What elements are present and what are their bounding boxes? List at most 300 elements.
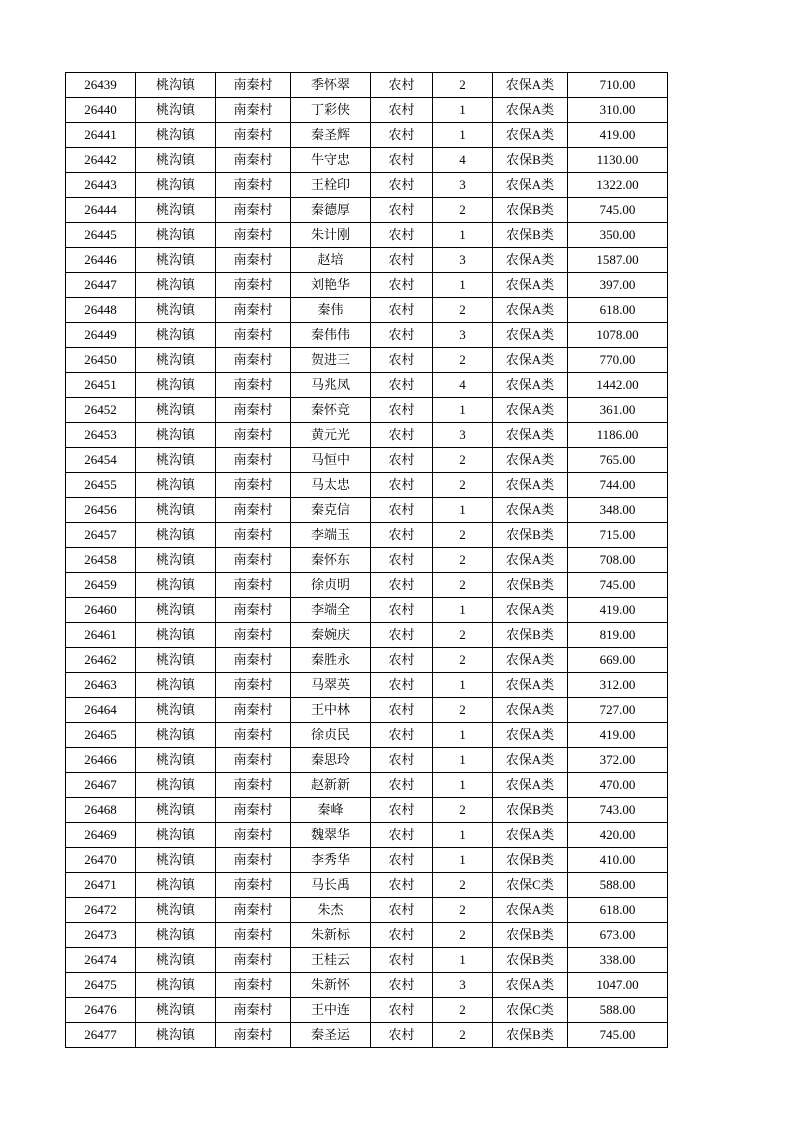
cell-name: 牛守忠 (291, 148, 371, 173)
cell-name: 马恒中 (291, 448, 371, 473)
table-row (66, 98, 668, 123)
cell-category: 农保A类 (493, 548, 568, 573)
table-row (66, 648, 668, 673)
cell-name: 李秀华 (291, 848, 371, 873)
cell-amount: 1442.00 (568, 373, 668, 398)
table-body (66, 73, 668, 1048)
cell-id: 26456 (66, 498, 136, 523)
cell-residence: 农村 (371, 148, 433, 173)
cell-village: 南秦村 (216, 848, 291, 873)
cell-town: 桃沟镇 (136, 248, 216, 273)
cell-town: 桃沟镇 (136, 1023, 216, 1048)
cell-count: 2 (433, 298, 493, 323)
cell-count: 1 (433, 223, 493, 248)
cell-name: 王中林 (291, 698, 371, 723)
cell-category: 农保B类 (493, 1023, 568, 1048)
cell-village: 南秦村 (216, 373, 291, 398)
cell-town: 桃沟镇 (136, 973, 216, 998)
cell-residence: 农村 (371, 248, 433, 273)
cell-residence: 农村 (371, 273, 433, 298)
cell-amount: 419.00 (568, 723, 668, 748)
cell-amount: 744.00 (568, 473, 668, 498)
cell-name: 秦胜永 (291, 648, 371, 673)
cell-amount: 588.00 (568, 998, 668, 1023)
table-row (66, 448, 668, 473)
cell-id: 26477 (66, 1023, 136, 1048)
cell-town: 桃沟镇 (136, 823, 216, 848)
cell-name: 秦伟 (291, 298, 371, 323)
cell-count: 2 (433, 873, 493, 898)
cell-village: 南秦村 (216, 398, 291, 423)
cell-village: 南秦村 (216, 773, 291, 798)
cell-amount: 1186.00 (568, 423, 668, 448)
cell-town: 桃沟镇 (136, 898, 216, 923)
cell-id: 26468 (66, 798, 136, 823)
cell-count: 2 (433, 623, 493, 648)
table-row (66, 223, 668, 248)
cell-id: 26464 (66, 698, 136, 723)
cell-name: 马太忠 (291, 473, 371, 498)
cell-count: 1 (433, 823, 493, 848)
cell-count: 3 (433, 173, 493, 198)
cell-amount: 361.00 (568, 398, 668, 423)
table-row (66, 573, 668, 598)
cell-town: 桃沟镇 (136, 948, 216, 973)
cell-residence: 农村 (371, 373, 433, 398)
cell-name: 朱计刚 (291, 223, 371, 248)
cell-town: 桃沟镇 (136, 348, 216, 373)
cell-count: 2 (433, 198, 493, 223)
cell-name: 赵新新 (291, 773, 371, 798)
table-row (66, 823, 668, 848)
cell-residence: 农村 (371, 673, 433, 698)
cell-residence: 农村 (371, 1023, 433, 1048)
cell-count: 1 (433, 498, 493, 523)
cell-count: 2 (433, 698, 493, 723)
cell-amount: 410.00 (568, 848, 668, 873)
cell-name: 秦克信 (291, 498, 371, 523)
cell-name: 朱新标 (291, 923, 371, 948)
cell-name: 秦圣辉 (291, 123, 371, 148)
cell-village: 南秦村 (216, 298, 291, 323)
cell-id: 26472 (66, 898, 136, 923)
cell-residence: 农村 (371, 698, 433, 723)
table-row (66, 273, 668, 298)
cell-residence: 农村 (371, 573, 433, 598)
cell-name: 秦峰 (291, 798, 371, 823)
cell-name: 魏翠华 (291, 823, 371, 848)
cell-village: 南秦村 (216, 473, 291, 498)
cell-category: 农保A类 (493, 123, 568, 148)
cell-residence: 农村 (371, 448, 433, 473)
cell-amount: 1078.00 (568, 323, 668, 348)
cell-village: 南秦村 (216, 973, 291, 998)
cell-count: 2 (433, 798, 493, 823)
cell-count: 2 (433, 448, 493, 473)
cell-count: 3 (433, 423, 493, 448)
cell-count: 2 (433, 998, 493, 1023)
cell-village: 南秦村 (216, 173, 291, 198)
cell-count: 2 (433, 923, 493, 948)
cell-id: 26474 (66, 948, 136, 973)
cell-amount: 669.00 (568, 648, 668, 673)
cell-amount: 372.00 (568, 748, 668, 773)
cell-count: 2 (433, 648, 493, 673)
cell-amount: 819.00 (568, 623, 668, 648)
table-row (66, 123, 668, 148)
cell-town: 桃沟镇 (136, 523, 216, 548)
cell-village: 南秦村 (216, 648, 291, 673)
cell-name: 马翠英 (291, 673, 371, 698)
cell-residence: 农村 (371, 173, 433, 198)
cell-count: 4 (433, 373, 493, 398)
cell-village: 南秦村 (216, 498, 291, 523)
cell-town: 桃沟镇 (136, 298, 216, 323)
cell-residence: 农村 (371, 323, 433, 348)
cell-amount: 419.00 (568, 598, 668, 623)
cell-count: 1 (433, 773, 493, 798)
table-row (66, 773, 668, 798)
cell-village: 南秦村 (216, 673, 291, 698)
cell-id: 26440 (66, 98, 136, 123)
cell-residence: 农村 (371, 548, 433, 573)
cell-name: 朱杰 (291, 898, 371, 923)
cell-category: 农保A类 (493, 723, 568, 748)
cell-amount: 348.00 (568, 498, 668, 523)
cell-category: 农保A类 (493, 698, 568, 723)
cell-village: 南秦村 (216, 623, 291, 648)
cell-name: 秦婉庆 (291, 623, 371, 648)
cell-town: 桃沟镇 (136, 498, 216, 523)
cell-village: 南秦村 (216, 948, 291, 973)
cell-category: 农保A类 (493, 973, 568, 998)
cell-id: 26441 (66, 123, 136, 148)
cell-count: 2 (433, 1023, 493, 1048)
cell-town: 桃沟镇 (136, 598, 216, 623)
cell-residence: 农村 (371, 298, 433, 323)
cell-village: 南秦村 (216, 198, 291, 223)
cell-town: 桃沟镇 (136, 848, 216, 873)
cell-name: 秦怀东 (291, 548, 371, 573)
table-row (66, 998, 668, 1023)
cell-residence: 农村 (371, 598, 433, 623)
cell-town: 桃沟镇 (136, 398, 216, 423)
cell-town: 桃沟镇 (136, 648, 216, 673)
cell-id: 26476 (66, 998, 136, 1023)
cell-category: 农保B类 (493, 798, 568, 823)
table-row (66, 298, 668, 323)
cell-category: 农保B类 (493, 223, 568, 248)
cell-residence: 农村 (371, 998, 433, 1023)
cell-village: 南秦村 (216, 573, 291, 598)
cell-town: 桃沟镇 (136, 548, 216, 573)
cell-residence: 农村 (371, 948, 433, 973)
cell-name: 徐贞民 (291, 723, 371, 748)
cell-residence: 农村 (371, 723, 433, 748)
cell-town: 桃沟镇 (136, 273, 216, 298)
cell-residence: 农村 (371, 873, 433, 898)
table-row (66, 698, 668, 723)
cell-amount: 708.00 (568, 548, 668, 573)
cell-amount: 727.00 (568, 698, 668, 723)
cell-count: 1 (433, 748, 493, 773)
table-row (66, 198, 668, 223)
cell-id: 26463 (66, 673, 136, 698)
table-row (66, 548, 668, 573)
cell-name: 王中连 (291, 998, 371, 1023)
cell-id: 26448 (66, 298, 136, 323)
cell-village: 南秦村 (216, 898, 291, 923)
cell-name: 贺进三 (291, 348, 371, 373)
cell-residence: 农村 (371, 773, 433, 798)
cell-id: 26467 (66, 773, 136, 798)
cell-town: 桃沟镇 (136, 998, 216, 1023)
cell-name: 赵培 (291, 248, 371, 273)
cell-id: 26452 (66, 398, 136, 423)
cell-village: 南秦村 (216, 873, 291, 898)
cell-category: 农保C类 (493, 998, 568, 1023)
cell-name: 季怀翠 (291, 73, 371, 98)
table-row (66, 673, 668, 698)
table-row (66, 148, 668, 173)
cell-count: 2 (433, 573, 493, 598)
cell-count: 1 (433, 598, 493, 623)
cell-amount: 618.00 (568, 298, 668, 323)
cell-count: 3 (433, 973, 493, 998)
cell-amount: 588.00 (568, 873, 668, 898)
cell-id: 26449 (66, 323, 136, 348)
cell-id: 26458 (66, 548, 136, 573)
cell-residence: 农村 (371, 73, 433, 98)
cell-name: 王栓印 (291, 173, 371, 198)
table-row (66, 173, 668, 198)
cell-residence: 农村 (371, 923, 433, 948)
cell-id: 26443 (66, 173, 136, 198)
cell-category: 农保B类 (493, 573, 568, 598)
cell-count: 2 (433, 898, 493, 923)
cell-town: 桃沟镇 (136, 623, 216, 648)
cell-name: 刘艳华 (291, 273, 371, 298)
cell-count: 1 (433, 98, 493, 123)
cell-amount: 338.00 (568, 948, 668, 973)
cell-town: 桃沟镇 (136, 673, 216, 698)
cell-residence: 农村 (371, 798, 433, 823)
cell-town: 桃沟镇 (136, 698, 216, 723)
cell-id: 26439 (66, 73, 136, 98)
cell-town: 桃沟镇 (136, 723, 216, 748)
cell-category: 农保A类 (493, 823, 568, 848)
cell-name: 李端全 (291, 598, 371, 623)
cell-count: 1 (433, 273, 493, 298)
table-row (66, 748, 668, 773)
cell-id: 26454 (66, 448, 136, 473)
cell-village: 南秦村 (216, 423, 291, 448)
cell-residence: 农村 (371, 648, 433, 673)
cell-id: 26455 (66, 473, 136, 498)
cell-village: 南秦村 (216, 273, 291, 298)
cell-id: 26457 (66, 523, 136, 548)
cell-residence: 农村 (371, 473, 433, 498)
cell-village: 南秦村 (216, 523, 291, 548)
cell-id: 26459 (66, 573, 136, 598)
cell-category: 农保A类 (493, 173, 568, 198)
cell-amount: 1130.00 (568, 148, 668, 173)
cell-count: 1 (433, 723, 493, 748)
cell-count: 3 (433, 323, 493, 348)
cell-village: 南秦村 (216, 748, 291, 773)
cell-amount: 1322.00 (568, 173, 668, 198)
cell-count: 1 (433, 673, 493, 698)
cell-village: 南秦村 (216, 98, 291, 123)
cell-amount: 618.00 (568, 898, 668, 923)
cell-village: 南秦村 (216, 798, 291, 823)
cell-id: 26466 (66, 748, 136, 773)
cell-amount: 310.00 (568, 98, 668, 123)
cell-town: 桃沟镇 (136, 373, 216, 398)
cell-id: 26469 (66, 823, 136, 848)
cell-amount: 1047.00 (568, 973, 668, 998)
cell-category: 农保A类 (493, 348, 568, 373)
cell-category: 农保B类 (493, 623, 568, 648)
cell-name: 黄元光 (291, 423, 371, 448)
table-row (66, 973, 668, 998)
cell-residence: 农村 (371, 748, 433, 773)
table-row (66, 898, 668, 923)
cell-category: 农保A类 (493, 673, 568, 698)
cell-residence: 农村 (371, 348, 433, 373)
cell-village: 南秦村 (216, 223, 291, 248)
table-row (66, 498, 668, 523)
cell-town: 桃沟镇 (136, 323, 216, 348)
cell-town: 桃沟镇 (136, 773, 216, 798)
cell-town: 桃沟镇 (136, 148, 216, 173)
cell-category: 农保A类 (493, 448, 568, 473)
cell-town: 桃沟镇 (136, 123, 216, 148)
cell-category: 农保A类 (493, 498, 568, 523)
cell-town: 桃沟镇 (136, 473, 216, 498)
cell-amount: 770.00 (568, 348, 668, 373)
cell-village: 南秦村 (216, 73, 291, 98)
cell-amount: 745.00 (568, 198, 668, 223)
cell-village: 南秦村 (216, 1023, 291, 1048)
cell-residence: 农村 (371, 898, 433, 923)
cell-village: 南秦村 (216, 248, 291, 273)
cell-count: 1 (433, 948, 493, 973)
cell-id: 26471 (66, 873, 136, 898)
cell-amount: 745.00 (568, 573, 668, 598)
cell-category: 农保A类 (493, 648, 568, 673)
cell-category: 农保B类 (493, 523, 568, 548)
cell-category: 农保A类 (493, 73, 568, 98)
cell-category: 农保B类 (493, 198, 568, 223)
table-row (66, 723, 668, 748)
cell-category: 农保B类 (493, 848, 568, 873)
cell-id: 26446 (66, 248, 136, 273)
cell-residence: 农村 (371, 423, 433, 448)
cell-category: 农保B类 (493, 923, 568, 948)
pension-benefits-table (65, 72, 668, 1048)
cell-amount: 745.00 (568, 1023, 668, 1048)
cell-town: 桃沟镇 (136, 923, 216, 948)
cell-name: 秦怀竞 (291, 398, 371, 423)
cell-amount: 420.00 (568, 823, 668, 848)
cell-count: 1 (433, 398, 493, 423)
cell-id: 26461 (66, 623, 136, 648)
cell-count: 1 (433, 848, 493, 873)
cell-amount: 470.00 (568, 773, 668, 798)
cell-amount: 350.00 (568, 223, 668, 248)
cell-id: 26453 (66, 423, 136, 448)
cell-id: 26460 (66, 598, 136, 623)
cell-id: 26450 (66, 348, 136, 373)
cell-category: 农保A类 (493, 423, 568, 448)
cell-name: 秦圣运 (291, 1023, 371, 1048)
cell-town: 桃沟镇 (136, 73, 216, 98)
table-row (66, 798, 668, 823)
cell-town: 桃沟镇 (136, 98, 216, 123)
cell-village: 南秦村 (216, 348, 291, 373)
cell-category: 农保A类 (493, 748, 568, 773)
cell-id: 26473 (66, 923, 136, 948)
cell-village: 南秦村 (216, 598, 291, 623)
table-row (66, 73, 668, 98)
cell-category: 农保C类 (493, 873, 568, 898)
cell-name: 秦德厚 (291, 198, 371, 223)
cell-residence: 农村 (371, 498, 433, 523)
cell-category: 农保A类 (493, 398, 568, 423)
cell-town: 桃沟镇 (136, 798, 216, 823)
cell-village: 南秦村 (216, 923, 291, 948)
cell-category: 农保A类 (493, 598, 568, 623)
cell-amount: 710.00 (568, 73, 668, 98)
cell-category: 农保A类 (493, 898, 568, 923)
cell-name: 李端玉 (291, 523, 371, 548)
cell-residence: 农村 (371, 973, 433, 998)
cell-name: 秦伟伟 (291, 323, 371, 348)
table-row (66, 923, 668, 948)
cell-id: 26470 (66, 848, 136, 873)
table-row (66, 848, 668, 873)
cell-category: 农保A类 (493, 473, 568, 498)
cell-count: 4 (433, 148, 493, 173)
table-row (66, 348, 668, 373)
cell-town: 桃沟镇 (136, 748, 216, 773)
cell-id: 26445 (66, 223, 136, 248)
cell-village: 南秦村 (216, 823, 291, 848)
cell-town: 桃沟镇 (136, 173, 216, 198)
cell-count: 2 (433, 348, 493, 373)
cell-count: 2 (433, 473, 493, 498)
cell-residence: 农村 (371, 623, 433, 648)
table-row (66, 873, 668, 898)
cell-residence: 农村 (371, 398, 433, 423)
table-row (66, 1023, 668, 1048)
cell-residence: 农村 (371, 223, 433, 248)
cell-amount: 397.00 (568, 273, 668, 298)
table-row (66, 948, 668, 973)
cell-amount: 312.00 (568, 673, 668, 698)
cell-name: 马长禹 (291, 873, 371, 898)
table-row (66, 248, 668, 273)
cell-town: 桃沟镇 (136, 198, 216, 223)
cell-town: 桃沟镇 (136, 573, 216, 598)
cell-village: 南秦村 (216, 323, 291, 348)
cell-residence: 农村 (371, 823, 433, 848)
cell-village: 南秦村 (216, 548, 291, 573)
cell-amount: 765.00 (568, 448, 668, 473)
table-row (66, 598, 668, 623)
cell-town: 桃沟镇 (136, 448, 216, 473)
